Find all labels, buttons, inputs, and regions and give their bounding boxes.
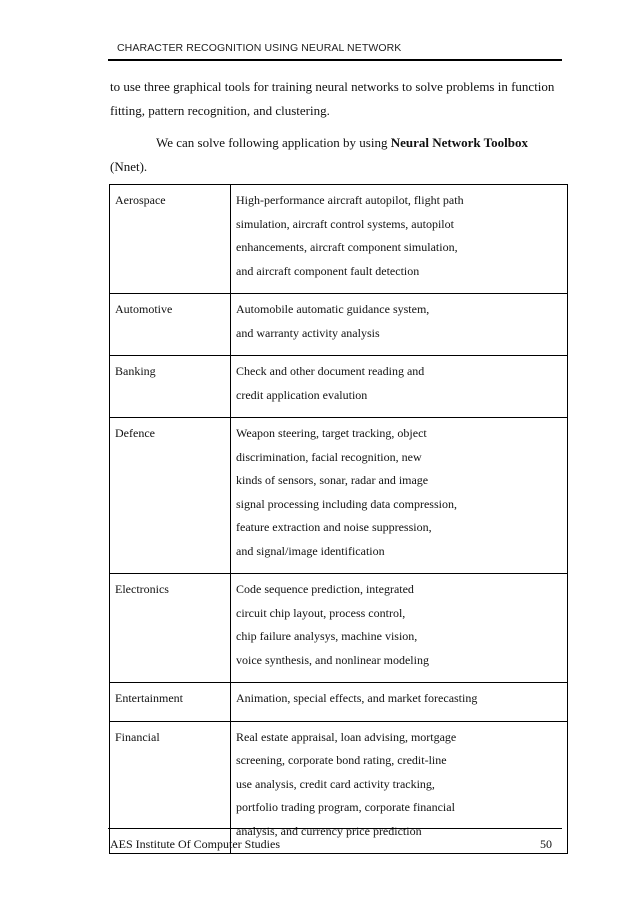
application-category-cell [110, 721, 231, 854]
table-row [110, 721, 568, 854]
footer-institute: AES Institute Of Computer Studies [110, 837, 280, 851]
application-description-line: Code sequence prediction, integrated [236, 582, 414, 596]
application-description-cell [231, 356, 568, 418]
application-category: Banking [115, 364, 156, 378]
toolbox-paragraph [110, 131, 565, 178]
application-description-line: credit application evalution [236, 387, 368, 402]
intro-paragraph [110, 75, 565, 122]
application-description-line: enhancements, aircraft component simulation, [236, 240, 458, 254]
application-category-cell [110, 294, 231, 356]
application-description-cell [231, 185, 568, 294]
application-description-line: High-performance aircraft autopilot, flight path [236, 193, 464, 207]
page-number: 50 [540, 837, 552, 851]
application-description-line: and warranty activity analysis [236, 325, 380, 340]
application-description-line: kinds of sensors, sonar, radar and image [236, 473, 429, 487]
application-description-cell [231, 574, 568, 683]
application-description-line: discrimination, facial recognition, new [236, 449, 422, 464]
application-description-cell [231, 294, 568, 356]
application-description-line: use analysis, credit card activity tracking, [236, 776, 435, 791]
application-description-line: and aircraft component fault detection [236, 263, 420, 278]
application-description-line: and signal/image identification [236, 543, 385, 558]
application-category: Automotive [115, 302, 173, 316]
footer-divider [108, 828, 562, 829]
application-description-line: Animation, special effects, and market forecasting [236, 691, 478, 705]
application-description-line: screening, corporate bond rating, credit-line [236, 753, 447, 767]
toolbox-text: We can solve following application by using [156, 135, 391, 150]
application-description-line: simulation, aircraft control systems, autopilot [236, 216, 454, 231]
application-description-line: signal processing including data compression, [236, 496, 457, 511]
application-category-cell [110, 356, 231, 418]
applications-table [109, 184, 568, 854]
running-header: CHARACTER RECOGNITION USING NEURAL NETWORK [117, 42, 402, 54]
application-description-line: feature extraction and noise suppression, [236, 520, 432, 534]
table-row [110, 356, 568, 418]
application-description-cell [231, 683, 568, 722]
table-row [110, 574, 568, 683]
application-description-line: analysis, and currency price prediction [236, 823, 422, 838]
toolbox-abbrev: (Nnet). [110, 158, 148, 174]
application-category: Financial [115, 729, 160, 744]
table-row [110, 418, 568, 574]
application-description-line: portfolio trading program, corporate financial [236, 800, 455, 814]
application-category: Defence [115, 426, 155, 440]
application-description-line: Check and other document reading and [236, 364, 425, 378]
application-category-cell [110, 683, 231, 722]
application-description-line: chip failure analysys, machine vision, [236, 629, 418, 643]
application-description-line: Real estate appraisal, loan advising, mortgage [236, 729, 457, 744]
table-row [110, 185, 568, 294]
header-divider [108, 59, 562, 61]
application-description-cell [231, 418, 568, 574]
application-description-line: Weapon steering, target tracking, object [236, 426, 427, 440]
application-category-cell [110, 185, 231, 294]
intro-line-1: to use three graphical tools for training neural networks to solve problems in function [110, 79, 555, 94]
toolbox-name: Neural Network Toolbox [390, 135, 528, 150]
application-category: Aerospace [115, 193, 166, 207]
application-category: Electronics [115, 582, 169, 596]
application-description-line: voice synthesis, and nonlinear modeling [236, 652, 429, 667]
application-category-cell [110, 418, 231, 574]
intro-line-2: fitting, pattern recognition, and clustering. [110, 102, 330, 118]
table-row [110, 294, 568, 356]
table-row [110, 683, 568, 722]
application-description-line: Automobile automatic guidance system, [236, 302, 430, 316]
application-category: Entertainment [115, 691, 183, 705]
application-category-cell [110, 574, 231, 683]
application-description-cell [231, 721, 568, 854]
application-description-line: circuit chip layout, process control, [236, 605, 406, 620]
